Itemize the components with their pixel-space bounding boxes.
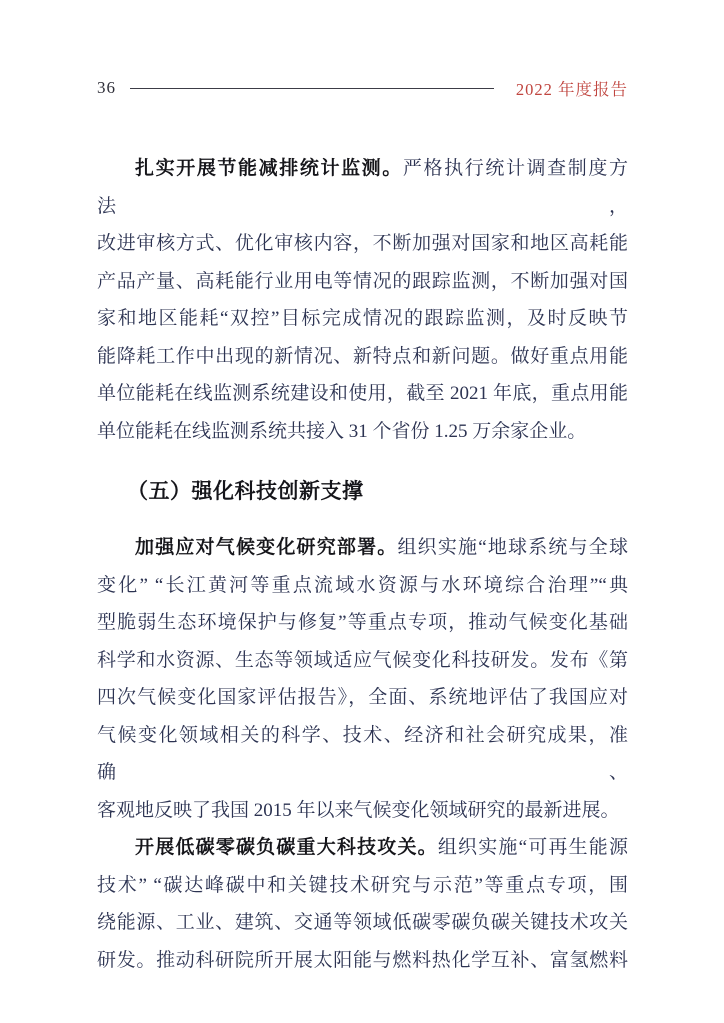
paragraph-carbon-tech (97, 829, 628, 979)
paragraph-line: 客观地反映了我国 2015 年以来气候变化领域研究的最新进展。 (97, 799, 620, 821)
paragraph-line (97, 150, 628, 225)
paragraph-text: 组织实施“可再生能源 (437, 837, 628, 858)
paragraph-line: 单位能耗在线监测系统共接入 31 个省份 1.25 万余家企业。 (97, 420, 587, 442)
paragraph-lead: 加强应对气候变化研究部署。 (135, 537, 398, 558)
paragraph-line (97, 829, 628, 867)
paragraph-line: 研发。推动科研院所开展太阳能与燃料热化学互补、富氢燃料 (97, 949, 628, 971)
paragraph-line: 气候变化领域相关的科学、技术、经济和社会研究成果，准确、 (97, 724, 628, 783)
paragraph-line: 家和地区能耗“双控”目标完成情况的跟踪监测，及时反映节 (97, 308, 628, 329)
paragraph-lead: 开展低碳零碳负碳重大科技攻关。 (135, 837, 438, 858)
page-body (97, 150, 628, 979)
paragraph-climate-research (97, 529, 628, 829)
paragraph-line: 科学和水资源、生态等领域适应气候变化科技研发。发布《第 (97, 649, 628, 671)
paragraph-line: 技术” “碳达峰碳中和关键技术研究与示范”等重点专项，围 (97, 874, 628, 896)
paragraph-line: 改进审核方式、优化审核内容，不断加强对国家和地区高耗能 (97, 233, 628, 254)
paragraph-line: 变化” “长江黄河等重点流域水资源与水环境综合治理”“典 (97, 574, 628, 596)
page-number: 36 (97, 78, 116, 97)
header-rule (130, 88, 494, 89)
paragraph-energy-statistics (97, 150, 628, 450)
page-header (97, 78, 628, 98)
report-title: 2022 年度报告 (515, 80, 628, 99)
section-heading: （五）强化科技创新支撑 (127, 480, 364, 503)
paragraph-line: 单位能耗在线监测系统建设和使用，截至 2021 年底，重点用能 (97, 383, 628, 404)
paragraph-line: 能降耗工作中出现的新情况、新特点和新问题。做好重点用能 (97, 345, 628, 367)
paragraph-line: 产品产量、高耗能行业用电等情况的跟踪监测，不断加强对国 (97, 270, 628, 292)
paragraph-line: 四次气候变化国家评估报告》，全面、系统地评估了我国应对 (97, 687, 628, 708)
paragraph-text: 组织实施“地球系统与全球 (397, 537, 628, 558)
paragraph-text: 严格执行统计调查制度方法， (97, 158, 628, 217)
paragraph-line: 型脆弱生态环境保护与修复”等重点专项，推动气候变化基础 (97, 612, 628, 633)
paragraph-line (97, 529, 628, 567)
paragraph-line: 绕能源、工业、建筑、交通等领域低碳零碳负碳关键技术攻关 (97, 912, 628, 933)
paragraph-lead: 扎实开展节能减排统计监测。 (135, 158, 403, 179)
